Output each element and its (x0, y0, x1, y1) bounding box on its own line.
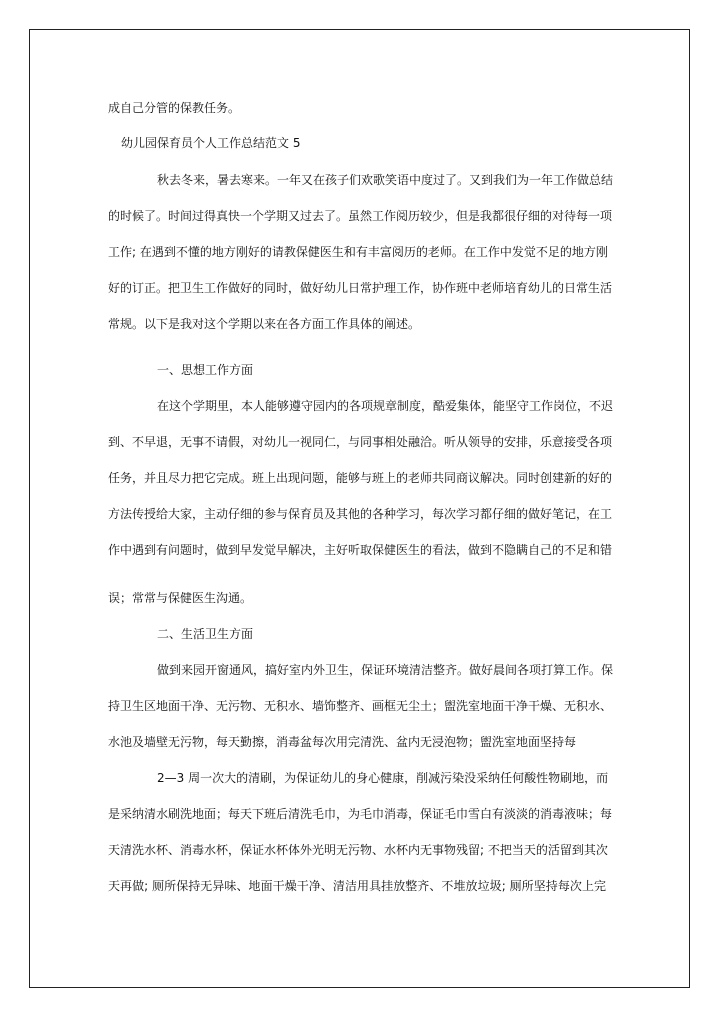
text-line: 的时候了。时间过得真快一个学期又过去了。虽然工作阅历较少，但是我都很仔细的对待每一项 (108, 209, 613, 223)
section-heading: 一、思想工作方面 (157, 363, 254, 377)
text-line: 到、不早退，无事不请假，对幼儿一视同仁，与同事相处融洽。听从领导的安排，乐意接受各项 (108, 435, 613, 449)
text-line: 天清洗水杯、消毒水杯，保证水杯体外光明无污物、水杯内无事物残留; 不把当天的活留到其次 (108, 843, 608, 857)
text-line: 作中遇到有问题时，做到早发觉早解决，主好听取保健医生的看法，做到不隐瞒自己的不足和错 (108, 543, 613, 557)
text-line: 好的订正。把卫生工作做好的同时，做好幼儿日常护理工作，协作班中老师培育幼儿的日常生活 (108, 281, 613, 295)
text-line: 是采纳清水刷洗地面；每天下班后清洗毛巾，为毛巾消毒，保证毛巾雪白有淡淡的消毒液味；每 (108, 807, 613, 821)
text-line: 水池及墙壁无污物，每天勤擦，消毒盆每次用完清洗、盆内无浸泡物；盥洗室地面坚持每 (108, 735, 577, 749)
text-line: 成自己分管的保教任务。 (108, 101, 241, 115)
text-line: 2—3 周一次大的清刷，为保证幼儿的身心健康，削减污染没采纳任何酸性物刷地，而 (157, 771, 609, 785)
text-line: 秋去冬来，暑去寒来。一年又在孩子们欢歌笑语中度过了。又到我们为一年工作做总结 (157, 173, 614, 187)
text-line: 方法传授给大家，主动仔细的参与保育员及其他的各种学习，每次学习都仔细的做好笔记，在工 (108, 507, 613, 521)
text-line: 做到来园开窗通风，搞好室内外卫生，保证环境清洁整齐。做好晨间各项打算工作。保 (157, 663, 614, 677)
text-line: 天再做; 厕所保持无异味、地面干燥干净、清洁用具挂放整齐、不堆放垃圾; 厕所坚持每次上完 (108, 879, 606, 893)
text-line: 误；常常与保健医生沟通。 (108, 591, 253, 605)
section-title: 幼儿园保育员个人工作总结范文 5 (121, 136, 301, 150)
section-heading: 二、生活卫生方面 (157, 627, 254, 641)
text-line: 工作; 在遇到不懂的地方刚好的请教保健医生和有丰富阅历的老师。在工作中发觉不足的地方刚 (108, 245, 608, 259)
text-line: 在这个学期里，本人能够遵守园内的各项规章制度，酷爱集体，能坚守工作岗位，不迟 (157, 399, 614, 413)
text-line: 常规。以下是我对这个学期以来在各方面工作具体的阐述。 (108, 317, 421, 331)
text-line: 持卫生区地面干净、无污物、无积水、墙饰整齐、画框无尘土；盥洗室地面干净干燥、无积水、 (108, 699, 613, 713)
text-line: 任务，并且尽力把它完成。班上出现问题，能够与班上的老师共同商议解决。同时创建新的好的 (108, 471, 613, 485)
